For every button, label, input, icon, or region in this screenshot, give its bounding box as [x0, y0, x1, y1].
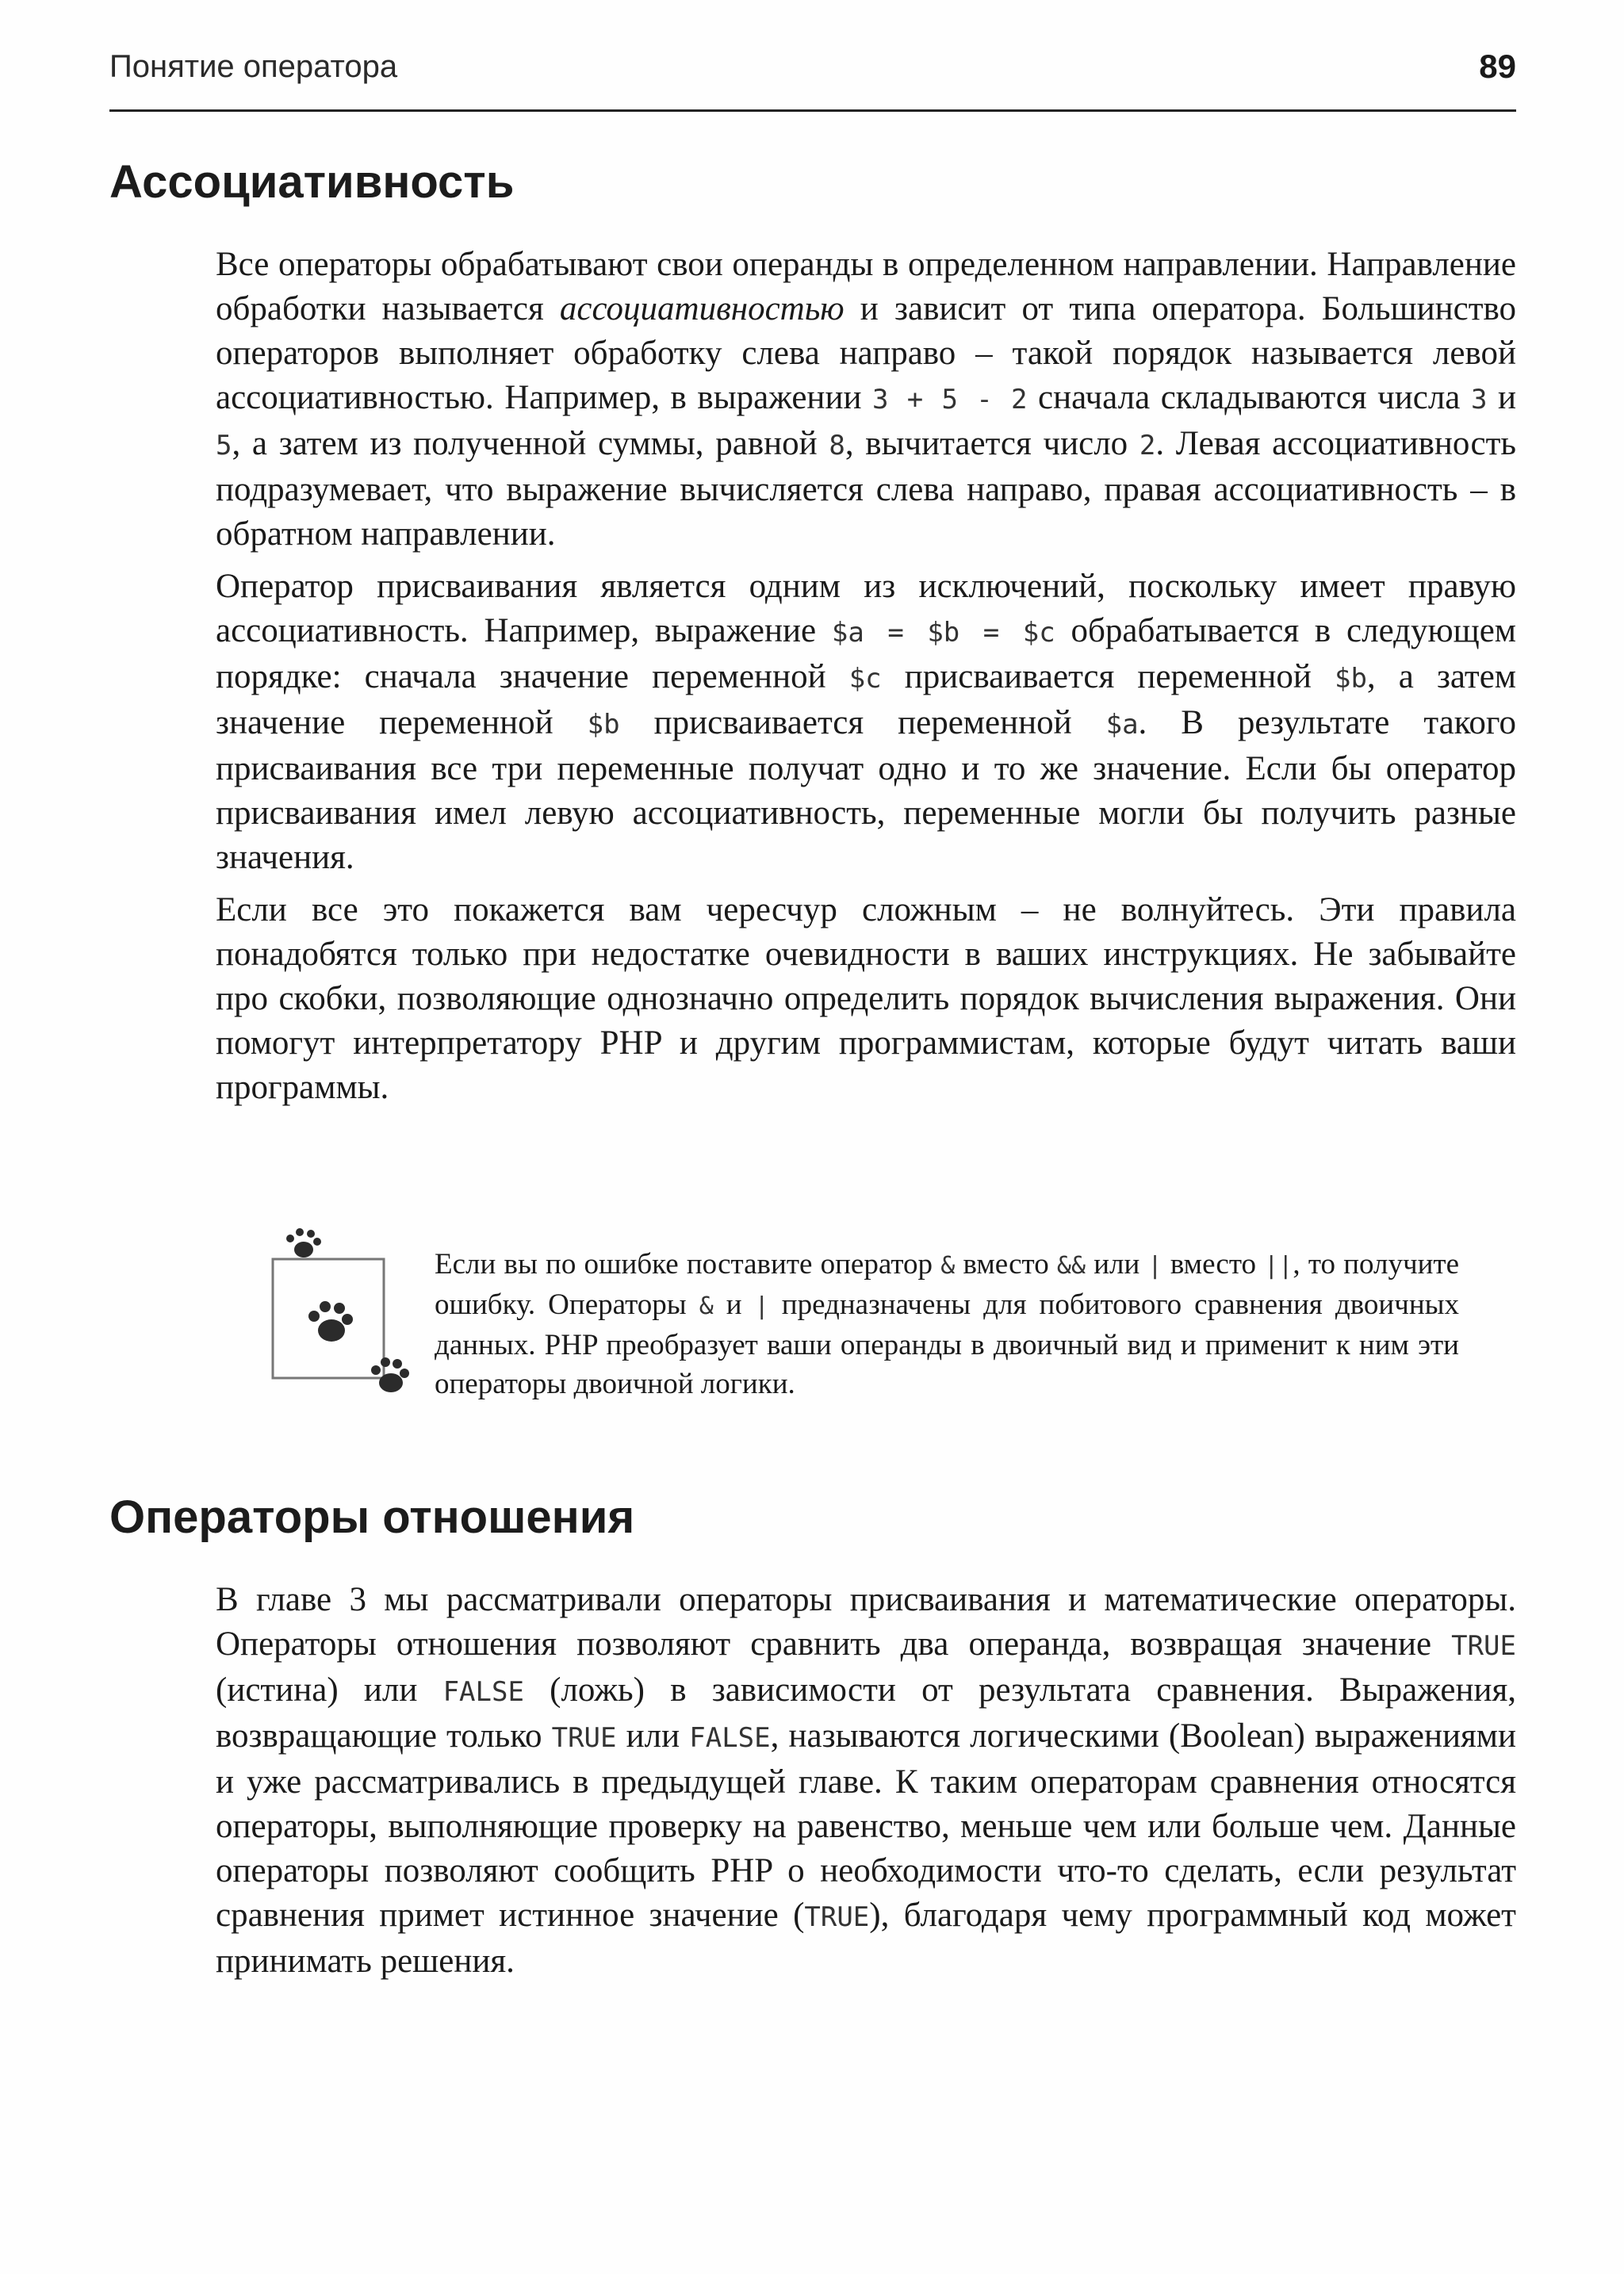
- text-run: и: [1487, 379, 1517, 416]
- section-associativity-body: [216, 243, 1516, 1118]
- code-inline: &: [940, 1252, 956, 1280]
- paw-prints-icon: [268, 1227, 427, 1410]
- code-inline: $a = $b = $c: [831, 617, 1055, 649]
- code-inline: TRUE: [804, 1901, 870, 1933]
- text-run: , называются логическими (Boolean) выражениями и уже рассматривались в предыдущей главе. К таким операторам сравнения относятся операторы, выполняющие проверку на равенство, меньше чем или больше чем. Данные операторы позволяют сообщить PHP о необходимости что-то сделать, если результат сравнения примет истинное значение (: [216, 1717, 1516, 1934]
- code-inline: 5: [216, 430, 232, 461]
- note-text: [435, 1245, 1459, 1403]
- section-heading-relational-operators: Операторы отношения: [109, 1491, 635, 1543]
- code-inline: $b: [1334, 663, 1367, 695]
- text-run: присваивается переменной: [881, 658, 1335, 695]
- text-run: . Левая ассоциативность подразумевает, что выражение вычисляется слева направо, правая ассоциативность – в обратном направлении.: [216, 425, 1516, 553]
- text-run: и зависит от типа оператора. Большинство операторов выполняет обработку слева направо – такой порядок называется левой ассоциативностью. Например, в выражении: [216, 290, 1517, 416]
- text-run: Если вы по ошибке поставите оператор: [435, 1248, 941, 1281]
- code-inline: FALSE: [442, 1676, 524, 1708]
- section-heading-associativity: Ассоциативность: [109, 156, 515, 208]
- page-header: [109, 44, 1516, 112]
- text-run: присваивается переменной: [619, 704, 1106, 741]
- text-run: обрабатывается в следующем порядке: сначала значение переменной: [216, 612, 1517, 695]
- text-run: или: [1086, 1248, 1148, 1281]
- code-inline: $c: [848, 663, 882, 695]
- text-run: В главе 3 мы рассматривали операторы присваивания и математические операторы. Операторы отношения позволяют сравнить два операнда, возвращая значение: [216, 1581, 1516, 1663]
- code-inline: $b: [587, 709, 620, 741]
- code-inline: &: [699, 1292, 714, 1320]
- code-inline: |: [754, 1292, 769, 1320]
- text-run: Все операторы обрабатывают свои операнды в определенном направлении. Направление обработки называется: [216, 246, 1516, 327]
- text-run: Оператор присваивания является одним из исключений, поскольку имеет правую ассоциативность. Например, выражение: [216, 568, 1516, 649]
- text-run: (истина) или: [216, 1671, 443, 1709]
- section-relational-body: [216, 1578, 1516, 1992]
- code-inline: &&: [1056, 1252, 1086, 1280]
- text-run: ), благодаря чему программный код может принимать решения.: [216, 1897, 1516, 1980]
- page-number: 89: [1479, 48, 1516, 85]
- running-title: Понятие оператора: [109, 49, 398, 84]
- text-run: (ложь) в зависимости от результата сравнения. Выражения, возвращающие только: [216, 1671, 1516, 1755]
- italic-term: ассоциативностью: [559, 290, 845, 327]
- text-run: и: [713, 1288, 755, 1321]
- note-box: [268, 1227, 1465, 1457]
- code-inline: 3: [1470, 384, 1488, 415]
- code-inline: ||: [1264, 1252, 1293, 1280]
- code-inline: TRUE: [551, 1722, 617, 1754]
- text-run: вместо: [955, 1248, 1057, 1281]
- code-inline: |: [1147, 1252, 1162, 1280]
- paragraph-1: [216, 243, 1516, 557]
- text-run: или: [616, 1717, 690, 1755]
- text-run: вместо: [1162, 1248, 1265, 1281]
- paragraph-4: [216, 1578, 1516, 1984]
- text-run: , а затем значение переменной: [216, 658, 1516, 741]
- code-inline: FALSE: [689, 1722, 771, 1754]
- text-run: предназначены для побитового сравнения двоичных данных. PHP преобразует ваши операнды в двоичный вид и применит к ним эти операторы двоичной логики.: [435, 1288, 1459, 1400]
- code-inline: TRUE: [1451, 1630, 1516, 1662]
- code-inline: 8: [829, 430, 845, 461]
- paragraph-3: Если все это покажется вам чересчур сложным – не волнуйтесь. Эти правила понадобятся только при недостатке очевидности в ваших инструкциях. Не забывайте про скобки, позволяющие однозначно определить порядок вычисления выражения. Они помогут интерпретатору PHP и другим программистам, которые будут читать ваши программы.: [216, 891, 1516, 1106]
- paragraph-2: [216, 565, 1516, 880]
- code-inline: 2: [1139, 430, 1156, 461]
- text-run: , то получите ошибку. Операторы: [435, 1248, 1460, 1321]
- code-inline: 3 + 5 - 2: [872, 384, 1028, 415]
- text-run: , вычитается число: [845, 425, 1139, 462]
- code-inline: $a: [1105, 709, 1139, 741]
- text-run: , а затем из полученной суммы, равной: [232, 425, 829, 462]
- text-run: сначала складываются числа: [1027, 379, 1471, 416]
- text-run: . В результате такого присваивания все три переменные получат одно и то же значение. Если бы оператор присваивания имел левую ассоциативность, переменные могли бы получить разные значения.: [216, 704, 1516, 876]
